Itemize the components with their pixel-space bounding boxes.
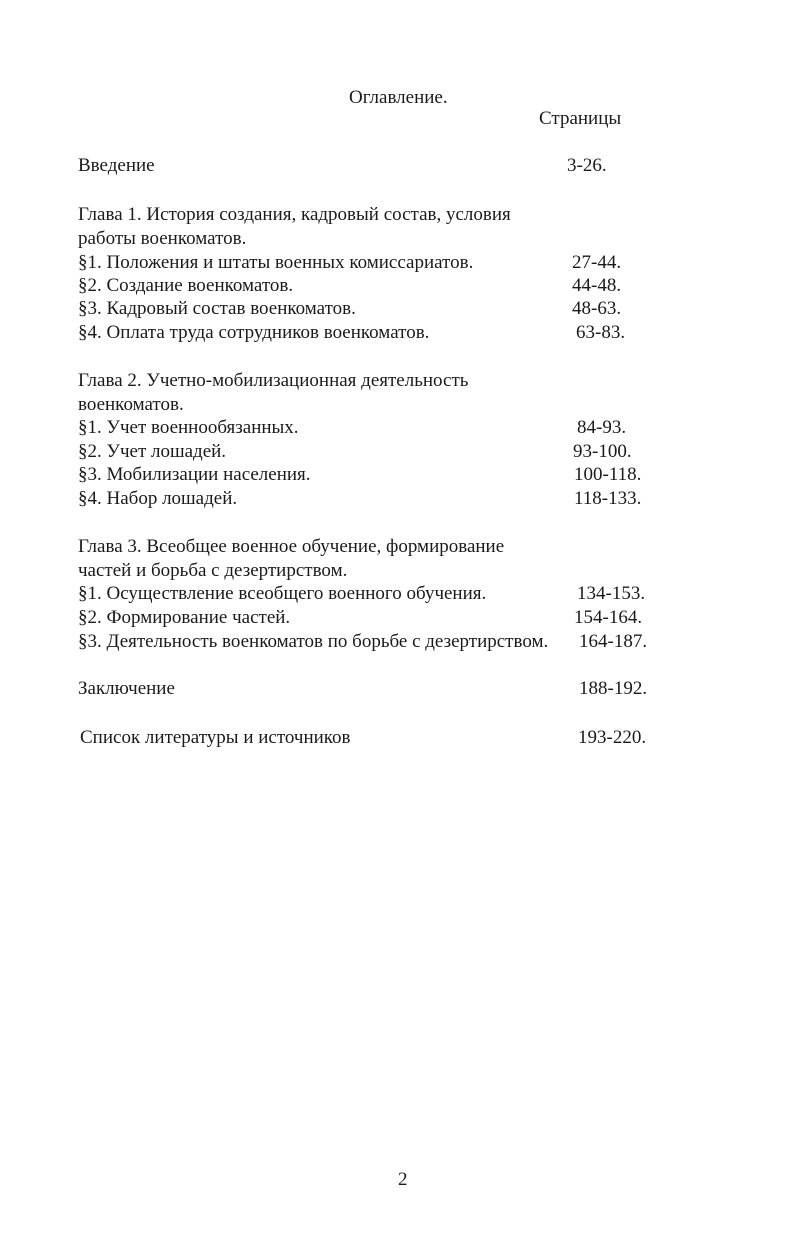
chapter-3-section-1-pages: 134-153. <box>577 583 646 604</box>
chapter-1-section-3-pages: 48-63. <box>572 298 622 319</box>
toc-title: Оглавление. <box>349 87 448 108</box>
chapter-1-section-4-pages: 63-83. <box>576 322 626 343</box>
chapter-1-section-1-pages: 27-44. <box>572 252 622 273</box>
page-number: 2 <box>398 1169 408 1190</box>
pages-column-header: Страницы <box>539 108 622 129</box>
chapter-2-title-line2: военкоматов. <box>78 394 184 415</box>
chapter-3-title-line1: Глава 3. Всеобщее военное обучение, формирование <box>78 536 505 557</box>
chapter-1-section-2-label: §2. Создание военкоматов. <box>78 275 294 296</box>
intro-pages: 3-26. <box>567 155 607 176</box>
chapter-3-section-2-pages: 154-164. <box>574 607 643 628</box>
chapter-1-title-line1: Глава 1. История создания, кадровый состав, условия <box>78 204 511 225</box>
chapter-2-section-4-pages: 118-133. <box>574 488 642 509</box>
chapter-2-section-4-label: §4. Набор лошадей. <box>78 488 238 509</box>
chapter-2-section-1-label: §1. Учет военнообязанных. <box>78 417 299 438</box>
chapter-1-section-4-label: §4. Оплата труда сотрудников военкоматов. <box>78 322 430 343</box>
chapter-3-title-line2: частей и борьба с дезертирством. <box>78 560 348 581</box>
intro-label: Введение <box>78 155 155 176</box>
chapter-3-section-2-label: §2. Формирование частей. <box>78 607 291 628</box>
chapter-1-title-line2: работы военкоматов. <box>78 228 247 249</box>
chapter-2-section-2-pages: 93-100. <box>573 441 632 462</box>
conclusion-label: Заключение <box>78 678 175 699</box>
chapter-2-section-3-pages: 100-118. <box>574 464 642 485</box>
chapter-1-section-1-label: §1. Положения и штаты военных комиссариатов. <box>78 252 474 273</box>
bibliography-pages: 193-220. <box>578 727 647 748</box>
chapter-1-section-3-label: §3. Кадровый состав военкоматов. <box>78 298 356 319</box>
bibliography-label: Список литературы и источников <box>80 727 351 748</box>
chapter-3-section-3-pages: 164-187. <box>579 631 648 652</box>
conclusion-pages: 188-192. <box>579 678 648 699</box>
chapter-2-section-2-label: §2. Учет лошадей. <box>78 441 227 462</box>
chapter-3-section-1-label: §1. Осуществление всеобщего военного обучения. <box>78 583 487 604</box>
chapter-2-section-3-label: §3. Мобилизации населения. <box>78 464 311 485</box>
chapter-2-title-line1: Глава 2. Учетно-мобилизационная деятельность <box>78 370 469 391</box>
chapter-2-section-1-pages: 84-93. <box>577 417 627 438</box>
chapter-3-section-3-label: §3. Деятельность военкоматов по борьбе с дезертирством. <box>78 631 549 652</box>
chapter-1-section-2-pages: 44-48. <box>572 275 622 296</box>
